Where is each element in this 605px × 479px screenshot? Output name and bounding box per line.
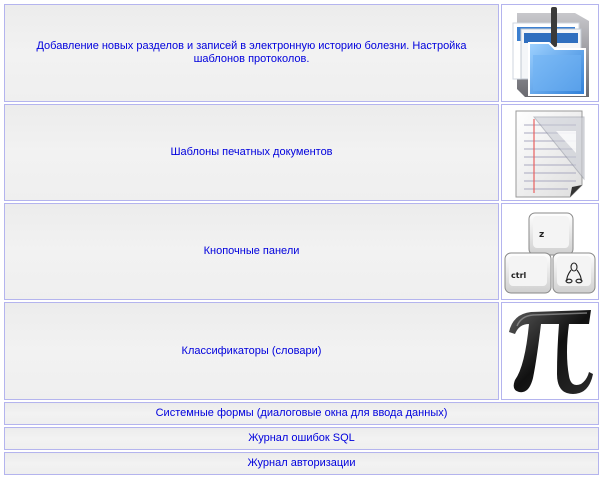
menu-icon-ehr-sections[interactable]: [501, 4, 599, 102]
menu-item-ehr-sections[interactable]: [4, 4, 499, 102]
menu-item-label: Добавление новых разделов и записей в электронную историю болезни. Настройка шаблонов протоколов.: [36, 40, 467, 65]
menu-item-classifiers[interactable]: [4, 302, 499, 400]
document-template-icon: [510, 107, 590, 199]
pi-icon: [503, 304, 597, 398]
menu-item-label: Системные формы (диалоговые окна для ввода данных): [155, 407, 448, 419]
menu-item-print-templates[interactable]: [4, 104, 499, 201]
svg-text:ctrl: ctrl: [511, 270, 527, 280]
menu-item-label: Кнопочные панели: [203, 245, 300, 257]
menu-item-sql-error-log[interactable]: [4, 427, 599, 450]
menu-icon-button-panels[interactable]: [501, 203, 599, 300]
menu-icon-classifiers[interactable]: [501, 302, 599, 400]
menu-item-auth-log[interactable]: [4, 452, 599, 475]
svg-text:z: z: [539, 229, 545, 240]
menu-item-system-forms[interactable]: [4, 402, 599, 425]
menu-item-label: Журнал авторизации: [247, 457, 356, 469]
folder-icon: [505, 7, 595, 99]
menu-item-label: Шаблоны печатных документов: [170, 146, 333, 158]
keyboard-keys-icon: [503, 207, 597, 297]
menu-item-label: Классификаторы (словари): [181, 344, 322, 357]
menu-icon-print-templates[interactable]: [501, 104, 599, 201]
menu-item-button-panels[interactable]: [4, 203, 499, 300]
menu-item-label: Журнал ошибок SQL: [248, 432, 355, 444]
